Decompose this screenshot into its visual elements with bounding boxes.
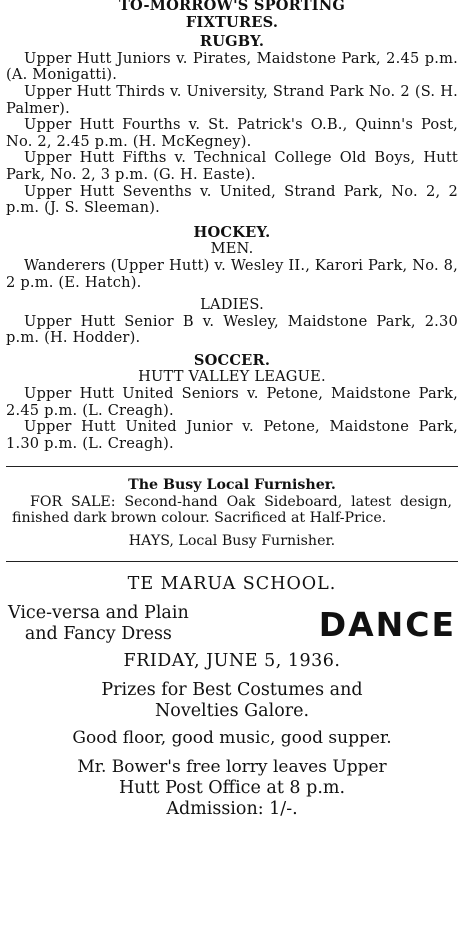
lorry-line-1: Mr. Bower's free lorry leaves Upper bbox=[77, 757, 387, 778]
soccer-fixture: Upper Hutt United Seniors v. Petone, Maidstone Park, 2.45 p.m. (L. Creagh). bbox=[6, 385, 458, 419]
dance-date: FRIDAY, JUNE 5, 1936. bbox=[123, 651, 341, 672]
furnisher-heading: The Busy Local Furnisher. bbox=[128, 477, 336, 494]
rugby-heading: RUGBY. bbox=[199, 33, 265, 51]
school-title: TE MARUA SCHOOL. bbox=[127, 574, 337, 595]
prizes-line-1: Prizes for Best Costumes and bbox=[101, 680, 363, 701]
furnisher-signature: HAYS, Local Busy Furnisher. bbox=[128, 532, 336, 549]
dance-description bbox=[6, 603, 189, 645]
hockey-men-fixture: Wanderers (Upper Hutt) v. Wesley II., Karori Park, No. 8, 2 p.m. (E. Hatch). bbox=[6, 256, 458, 291]
fixtures-title: TO-MORROW'S SPORTING bbox=[118, 0, 346, 14]
men-heading: MEN. bbox=[210, 240, 254, 258]
good-floor-line: Good floor, good music, good supper. bbox=[72, 728, 392, 749]
hockey-ladies-fixture: Upper Hutt Senior B v. Wesley, Maidstone Park, 2.30 p.m. (H. Hodder). bbox=[6, 312, 458, 347]
furnisher-advertisement bbox=[6, 467, 458, 549]
rugby-fixture: Upper Hutt Juniors v. Pirates, Maidstone Park, 2.45 p.m. (A. Monigatti). bbox=[6, 49, 458, 84]
furnisher-body: FOR SALE: Second-hand Oak Sideboard, latest design, finished dark brown colour. Sacrificed at Half-Price. bbox=[12, 493, 452, 527]
sporting-fixtures bbox=[6, 0, 458, 452]
dance-row bbox=[6, 603, 458, 645]
soccer-heading: SOCCER. bbox=[193, 351, 271, 369]
soccer-fixture: Upper Hutt United Junior v. Petone, Maidstone Park, 1.30 p.m. (L. Creagh). bbox=[6, 418, 458, 452]
lorry-line-2: Hutt Post Office at 8 p.m. bbox=[118, 778, 346, 799]
hockey-heading: HOCKEY. bbox=[193, 223, 271, 241]
ladies-heading: LADIES. bbox=[200, 296, 264, 314]
rugby-fixture: Upper Hutt Thirds v. University, Strand Park No. 2 (S. H. Palmer). bbox=[6, 82, 458, 117]
rugby-fixture: Upper Hutt Fifths v. Technical College Old Boys, Hutt Park, No. 2, 3 p.m. (G. H. Easte). bbox=[6, 149, 458, 183]
prizes-line-2: Novelties Galore. bbox=[154, 701, 310, 722]
admission: Admission: 1/-. bbox=[166, 799, 298, 820]
dance-line-1: Vice-versa and Plain bbox=[8, 603, 189, 624]
rugby-fixture: Upper Hutt Sevenths v. United, Strand Park, No. 2, 2 p.m. (J. S. Sleeman). bbox=[6, 182, 458, 217]
dance-line-2: and Fancy Dress bbox=[24, 624, 172, 645]
league-heading: HUTT VALLEY LEAGUE. bbox=[138, 368, 326, 386]
school-dance-advertisement bbox=[6, 562, 458, 820]
rugby-fixture: Upper Hutt Fourths v. St. Patrick's O.B., Quinn's Post, No. 2, 2.45 p.m. (H. McKegney). bbox=[6, 116, 458, 150]
fixtures-title-line2: FIXTURES. bbox=[185, 13, 279, 31]
dance-heading: DANCE bbox=[318, 604, 456, 644]
